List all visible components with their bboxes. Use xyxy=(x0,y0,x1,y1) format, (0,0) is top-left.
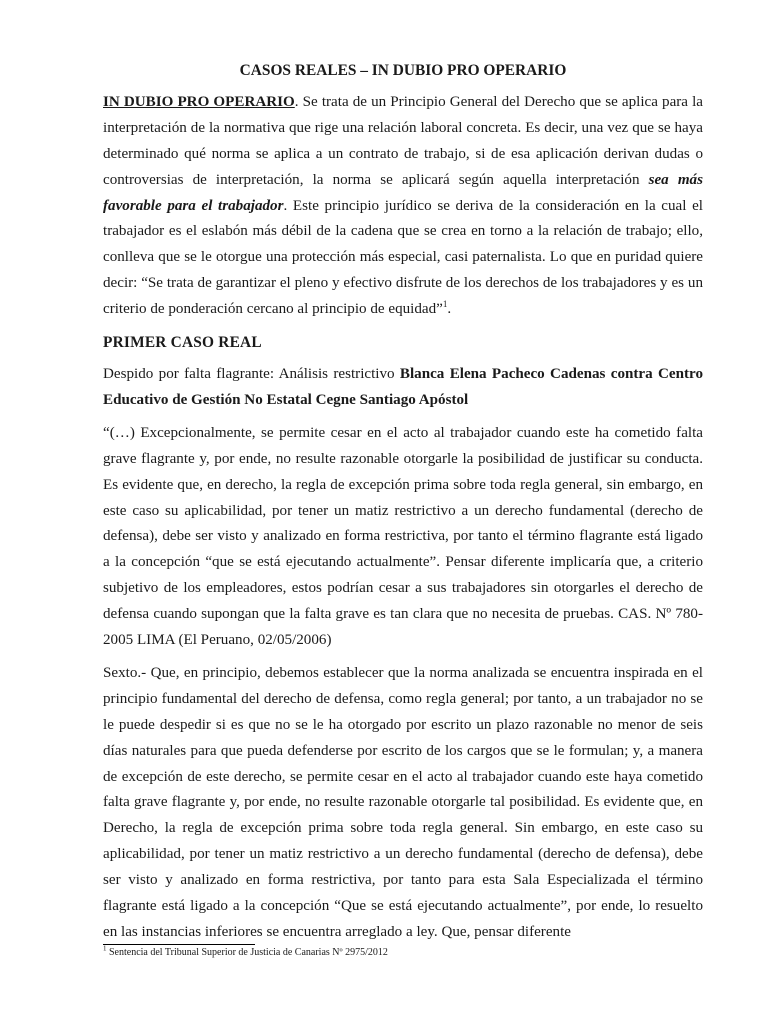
intro-emphasis: sea más favorable para el trabajador xyxy=(103,171,703,214)
quote-paragraph: “(…) Excepcionalmente, se permite cesar en el acto al trabajador cuando este ha cometido falta grave flagrante y, por ende, no resulte razonable otorgarle la posibilidad de justificar su conducta. Es evidente que, en derecho, la regla de excepción prima sobre toda regla general, sin embargo, en este caso su aplicabilidad, por tener un matiz restrictivo a un derecho fundamental (derecho de defensa), debe ser visto y analizado en forma restrictiva, por tanto el término flagrante está ligado a la concepción “que se está ejecutando actualmente”. Pensar diferente implicaría que, a criterio subjetivo de los empleadores, estos podrían cesar a sus trabajadores sin otorgarles el derecho de defensa cuando supongan que la falta grave es tan clara que no necesita de pruebas. CAS. Nº 780-2005 LIMA (El Peruano, 02/05/2006) xyxy=(103,424,703,649)
footnote-number: 1 xyxy=(103,944,107,953)
case-title xyxy=(103,362,703,414)
footnote-text: Sentencia del Tribunal Superior de Justicia de Canarias Nº 2975/2012 xyxy=(106,947,388,958)
footnote-reference: 1 xyxy=(442,299,448,310)
section-heading: PRIMER CASO REAL xyxy=(103,334,262,352)
intro-text-b: . Este principio jurídico se deriva de la consideración en la cual el trabajador es el eslabón más débil de la cadena que se crea en torno a la relación de trabajo; ello, conlleva que se le otorgue una protección más especial, casi paternalista. Lo que en puridad quiere decir: “Se trata de garantizar el pleno y efectivo disfrute de los derechos de los trabajadores y es un criterio de ponderación cercano al principio de equidad” xyxy=(103,197,703,318)
intro-text-a: . Se trata de un Principio General del Derecho que se aplica para la interpretación de la normativa que rige una relación laboral concreta. Es decir, una vez que se haya determinado qué norma se aplica a un contrato de trabajo, si de esa aplicación derivan dudas o controversias de interpretación, la norma se aplicará según aquella interpretación xyxy=(103,93,703,188)
sexto-paragraph: Sexto.- Que, en principio, debemos establecer que la norma analizada se encuentra inspirada en el principio fundamental del derecho de defensa, como regla general; por tanto, a un trabajador no se le puede despedir si es que no se le ha otorgado por escrito un plazo razonable no menor de seis días naturales para que pueda defenderse por escrito de los cargos que se le formulan; y, a manera de excepción de este derecho, se permite cesar en el acto al trabajador cuando este haya cometido falta grave flagrante y, por ende, no resulte razonable otorgarle tal posibilidad. Es evidente que, en Derecho, la regla de excepción prima sobre toda regla general. Sin embargo, en este caso su aplicabilidad, por tener un matiz restrictivo a un derecho fundamental (derecho de defensa), debe ser visto y analizado en forma restrictiva, por tanto para esta Sala Especializada el término flagrante está ligado a la concepción “Que se está ejecutando actualmente”, por ende, lo resuelto en las instancias inferiores se encuentra arreglado a ley. Que, pensar diferente xyxy=(103,664,703,940)
intro-end: . xyxy=(447,301,452,318)
page-title: CASOS REALES – IN DUBIO PRO OPERARIO xyxy=(239,62,567,79)
footnote-divider xyxy=(103,944,255,945)
case-prefix: Despido por falta flagrante: Análisis restrictivo xyxy=(103,365,400,382)
footnote xyxy=(103,946,388,960)
intro-paragraph xyxy=(103,90,703,323)
principle-term: IN DUBIO PRO OPERARIO xyxy=(103,93,295,110)
case-parties: Blanca Elena Pacheco Cadenas contra Centro Educativo de Gestión No Estatal Cegne Santiago Apóstol xyxy=(103,365,703,408)
document-body xyxy=(103,58,703,953)
